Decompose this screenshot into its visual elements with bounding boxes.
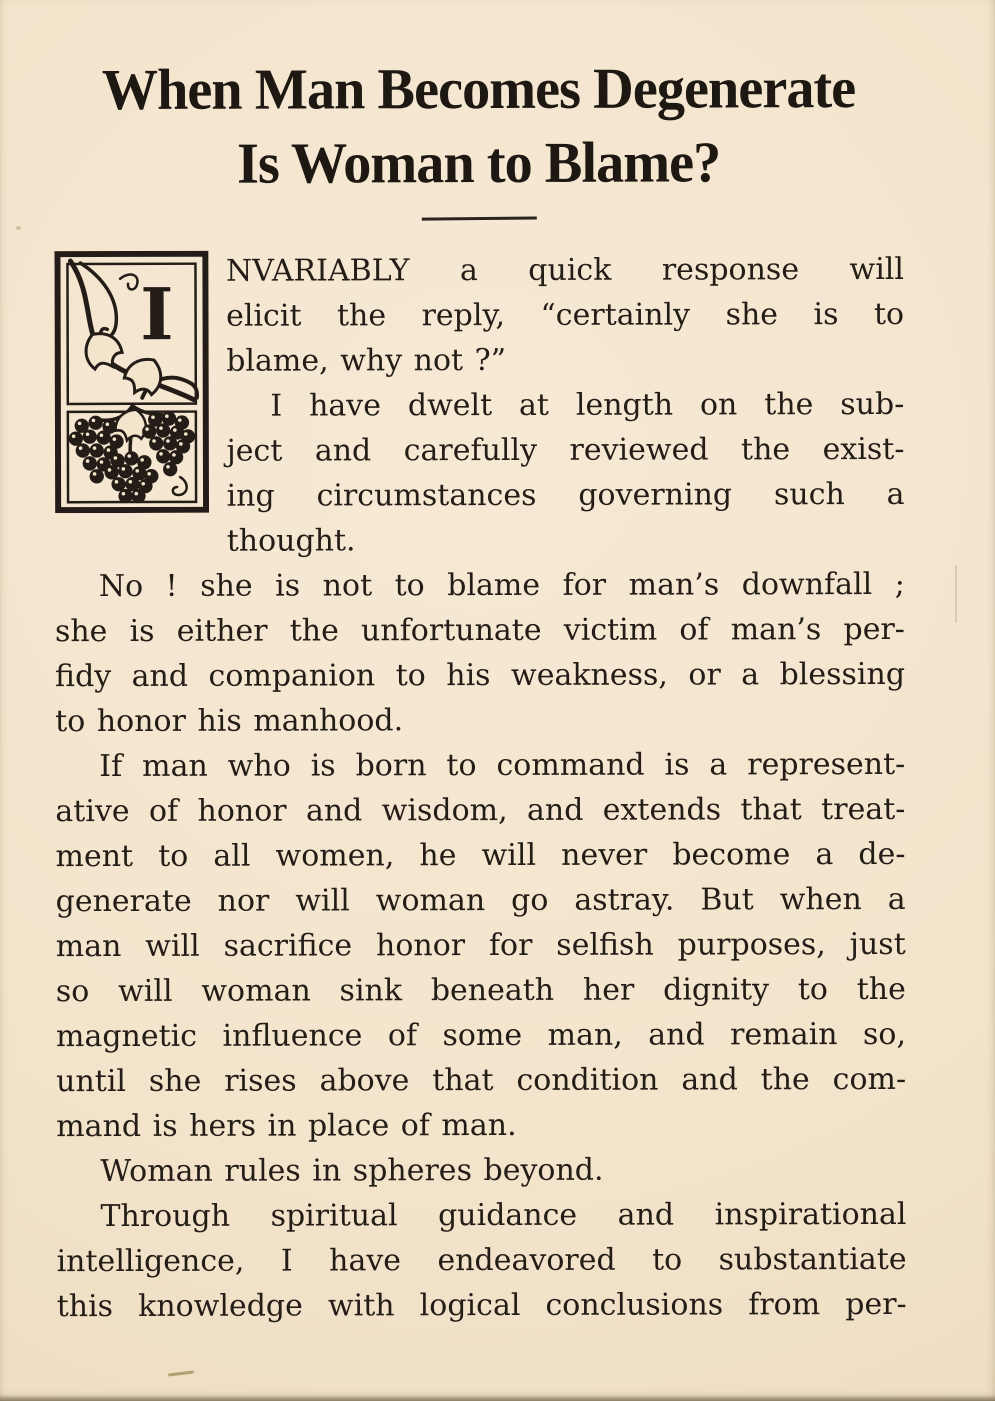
text-line: thought. [226,523,356,559]
text-line: Woman rules in spheres beyond. [100,1152,604,1190]
text-line: to honor his manhood. [55,703,404,740]
paper-speck [168,1370,194,1376]
text-line: this knowledge with logical conclusions from per- [56,1286,907,1325]
page-edge-shadow [0,1395,995,1401]
text-line: intelligence, I have endeavored to substantiate [56,1241,907,1280]
paragraph [56,1192,906,1329]
text-line: If man who is born to command is a represent- [99,746,906,785]
text-line: magnetic influence of some man, and remain so, [55,1016,907,1055]
drop-cap-letter: I [140,272,174,357]
title-line-2: Is Woman to Blame? [236,129,721,196]
text-line: ing circumstances governing such a [226,476,905,514]
text-line: so will woman sink beneath her dignity to the [55,971,906,1010]
text-line: blame, why not ?” [226,342,507,379]
grapevine-initial-icon [54,251,210,513]
text-line: No ! she is not to blame for man’s downfall ; [98,566,905,605]
page-body [54,247,907,1329]
text-line: elicit the reply, “certainly she is to [226,296,905,334]
text-line: ject and carefully reviewed the exist- [226,431,905,469]
text-line: ative of honor and wisdom, and extends that treat- [55,791,906,830]
text-line: man will sacrifice honor for selfish purposes, just [55,926,906,965]
text-line: she is either the unfortunate victim of man’s per- [54,611,905,650]
title-line-1: When Man Becomes Degenerate [101,55,856,123]
text-line: fidy and companion to his weakness, or a blessing [54,656,906,695]
text-line: Through spiritual guidance and inspirational [100,1196,907,1235]
text-line: mand is hers in place of man. [56,1107,517,1145]
text-line: until she rises above that condition and the com- [56,1061,907,1100]
text-line: NVARIABLY a quick response will [225,251,905,289]
text-line: generate nor will woman go astray. But when a [55,881,906,920]
title-divider-rule [421,216,536,220]
paragraph [56,1147,906,1194]
text-line: ment to all women, he will never become a de- [55,836,906,875]
paragraph [55,742,906,1149]
paragraph [55,562,905,744]
drop-cap-ornament [54,251,210,513]
text-line: I have dwelt at length on the sub- [270,386,905,424]
page-title [66,51,891,201]
